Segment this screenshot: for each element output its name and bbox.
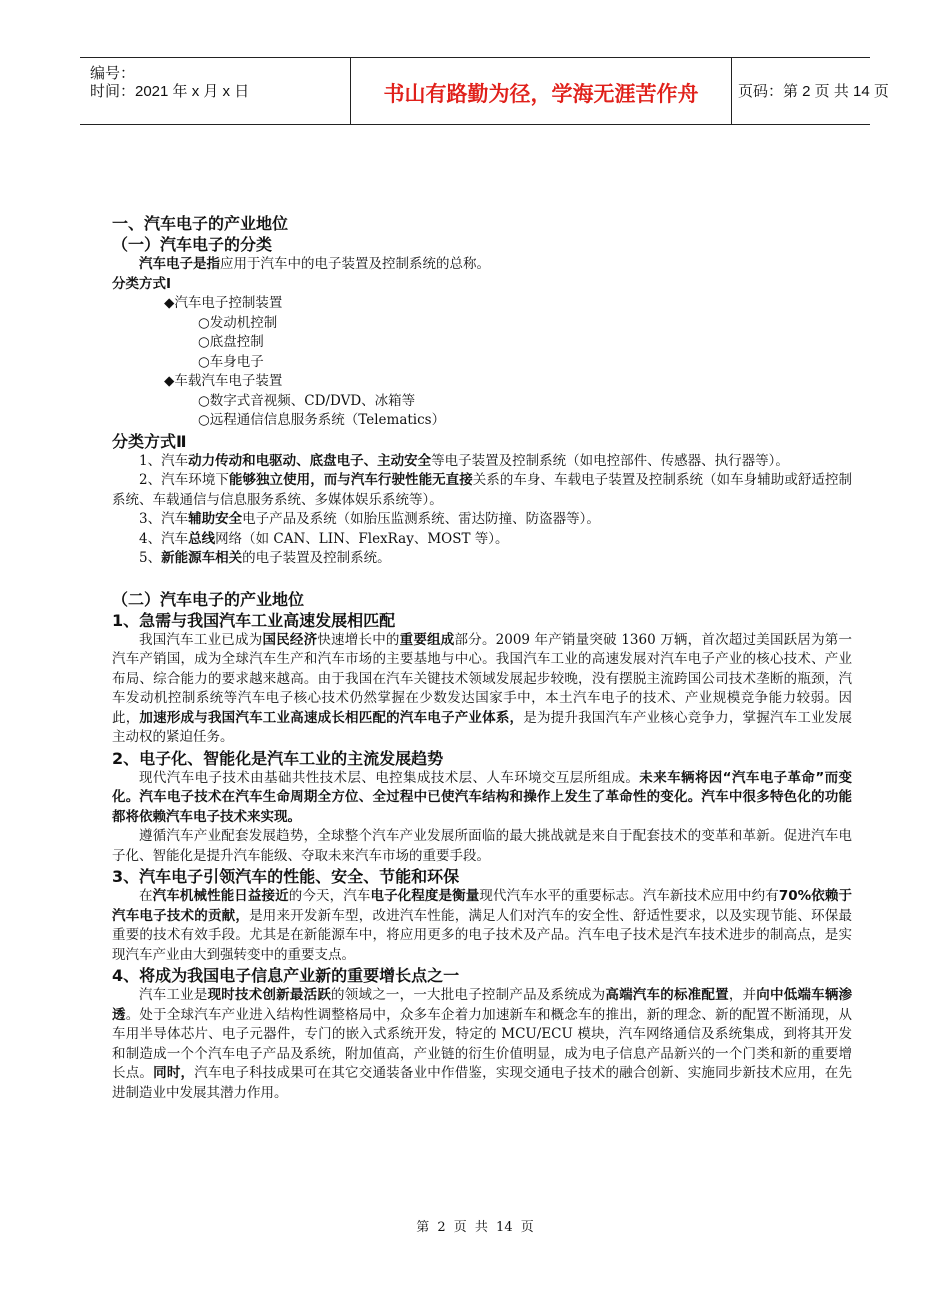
header-table <box>80 57 889 125</box>
section-title: 一、汽车电子的产业地位 <box>112 214 289 233</box>
classification-title-1: 分类方式Ⅰ <box>112 275 172 292</box>
classification-item: 5、新能源车相关的电子装置及控制系统。 <box>139 550 391 566</box>
list-item: ○车身电子 <box>198 353 264 370</box>
classification-title-2: 分类方式Ⅱ <box>112 431 187 451</box>
classification-item: 2、汽车环境下能够独立使用，而与汽车行驶性能无直接关系的车身、车载电子装置及控制系统（如车身辅助或舒适控制系统、车载通信与信息服务系统、多媒体娱乐系统等）。 <box>112 472 853 508</box>
doc-time-label: 时间：2021 年 x 月 x 日 <box>90 83 250 100</box>
list-item: ○远程通信信息服务系统（Telematics） <box>198 412 446 428</box>
page-footer: 第 2 页 共 14 页 <box>416 1220 534 1235</box>
body-paragraph: 在汽车机械性能日益接近的今天，汽车电子化程度是衡量现代汽车水平的重要标志。汽车新技术应用中约有70%依赖于汽车电子技术的贡献，是用来开发新车型，改进汽车性能，满足人们对汽车的安全性、舒适性要求，以及实现节能、环保最重要的技术有效手段。尤其是在新能源车中，将应用更多的电子技术及产品。汽车电子技术是汽车技术进步的制高点，是实现汽车产业由大到强转变中的重要支点。 <box>112 888 853 963</box>
list-item: ◆汽车电子控制装置 <box>164 295 283 311</box>
topic-title: 3、汽车电子引领汽车的性能、安全、节能和环保 <box>112 867 460 886</box>
doc-number-label: 编号： <box>90 65 136 82</box>
classification-item: 3、汽车辅助安全电子产品及系统（如胎压监测系统、雷达防撞、防盗器等）。 <box>139 511 600 527</box>
topic-title: 2、电子化、智能化是汽车工业的主流发展趋势 <box>112 748 444 768</box>
topic-title: 1、急需与我国汽车工业高速发展相匹配 <box>112 610 396 630</box>
body-paragraph: 汽车工业是现时技术创新最活跃的领域之一，一大批电子控制产品及系统成为高端汽车的标准配置，并向中低端车辆渗透。处于全球汽车产业进入结构性调整格局中，众多车企着力加速新车和概念车的推出，新的理念、新的配置不断涌现，从车用半导体芯片、电子元器件，专门的嵌入式系统开发，特定的 MCU/ECU 模块，汽车网络通信及系统集成，到将其开发和制造成一个个汽车电子产品及系统，附加值高，产业链的衍生价值明显，成为电子信息产品新兴的一个门类和新的重要增长点。同时，汽车电子科技成果可在其它交通装备业中作借鉴，实现交通电子技术的融合创新、实施同步新技术应用，在先进制造业中发展其潜力作用。 <box>112 987 853 1101</box>
list-item: ○底盘控制 <box>198 334 264 350</box>
topic-title: 4、将成为我国电子信息产业新的重要增长点之一 <box>112 966 460 985</box>
header-info-cell <box>80 58 270 124</box>
body-paragraph: 我国汽车工业已成为国民经济快速增长中的重要组成部分。2009 年产销量突破 1360 万辆，首次超过美国跃居为第一汽车产销国，成为全球汽车生产和汽车市场的主要基地与中心。我国汽车工业的高速发展对汽车电子产业的核心技术、产业布局、综合能力的要求越来越高。由于我国在汽车关键技术领域发展起步较晚，没有摆脱主流跨国公司技术垄断的瓶颈，汽车发动机控制系统等汽车电子核心技术仍然掌握在少数发达国家手中，本土汽车电子的技术、产业规模竞争能力较弱。因此，加速形成与我国汽车工业高速成长相匹配的汽车电子产业体系，是为提升我国汽车产业核心竞争力，掌握汽车工业发展主动权的紧迫任务。 <box>112 631 853 745</box>
classification-item: 4、汽车总线网络（如 CAN、LIN、FlexRay、MOST 等）。 <box>139 530 509 547</box>
motto-text: 书山有路勤为径，学海无涯苦作舟 <box>383 82 699 106</box>
page-code: 页码：第 2 页 共 14 页 <box>738 83 889 100</box>
definition-paragraph: 汽车电子是指应用于汽车中的电子装置及控制系统的总称。 <box>139 256 490 272</box>
body-paragraph: 遵循汽车产业配套发展趋势，全球整个汽车产业发展所面临的最大挑战就是来自于配套技术的变革和革新。促进汽车电子化、智能化是提升汽车能级、夺取未来汽车市场的重要手段。 <box>112 828 852 864</box>
body-paragraph: 现代汽车电子技术由基础共性技术层、电控集成技术层、人车环境交互层所组成。未来车辆将因“汽车电子革命”而变化。汽车电子技术在汽车生命周期全方位、全过程中已使汽车结构和操作上发生了革命性的变化。汽车中很多特色化的功能都将依赖汽车电子技术来实现。 <box>112 769 852 825</box>
list-item: ○发动机控制 <box>198 314 278 331</box>
document-body <box>112 213 852 1103</box>
list-item: ○数字式音视频、CD/DVD、冰箱等 <box>198 392 416 409</box>
list-item: ◆车载汽车电子装置 <box>164 373 283 389</box>
classification-item: 1、汽车动力传动和电驱动、底盘电子、主动安全等电子装置及控制系统（如电控部件、传感器、执行器等）。 <box>139 452 789 469</box>
subsection-title: （一）汽车电子的分类 <box>112 235 273 254</box>
header-motto-cell <box>350 58 732 124</box>
subsection-title: （二）汽车电子的产业地位 <box>112 589 305 609</box>
